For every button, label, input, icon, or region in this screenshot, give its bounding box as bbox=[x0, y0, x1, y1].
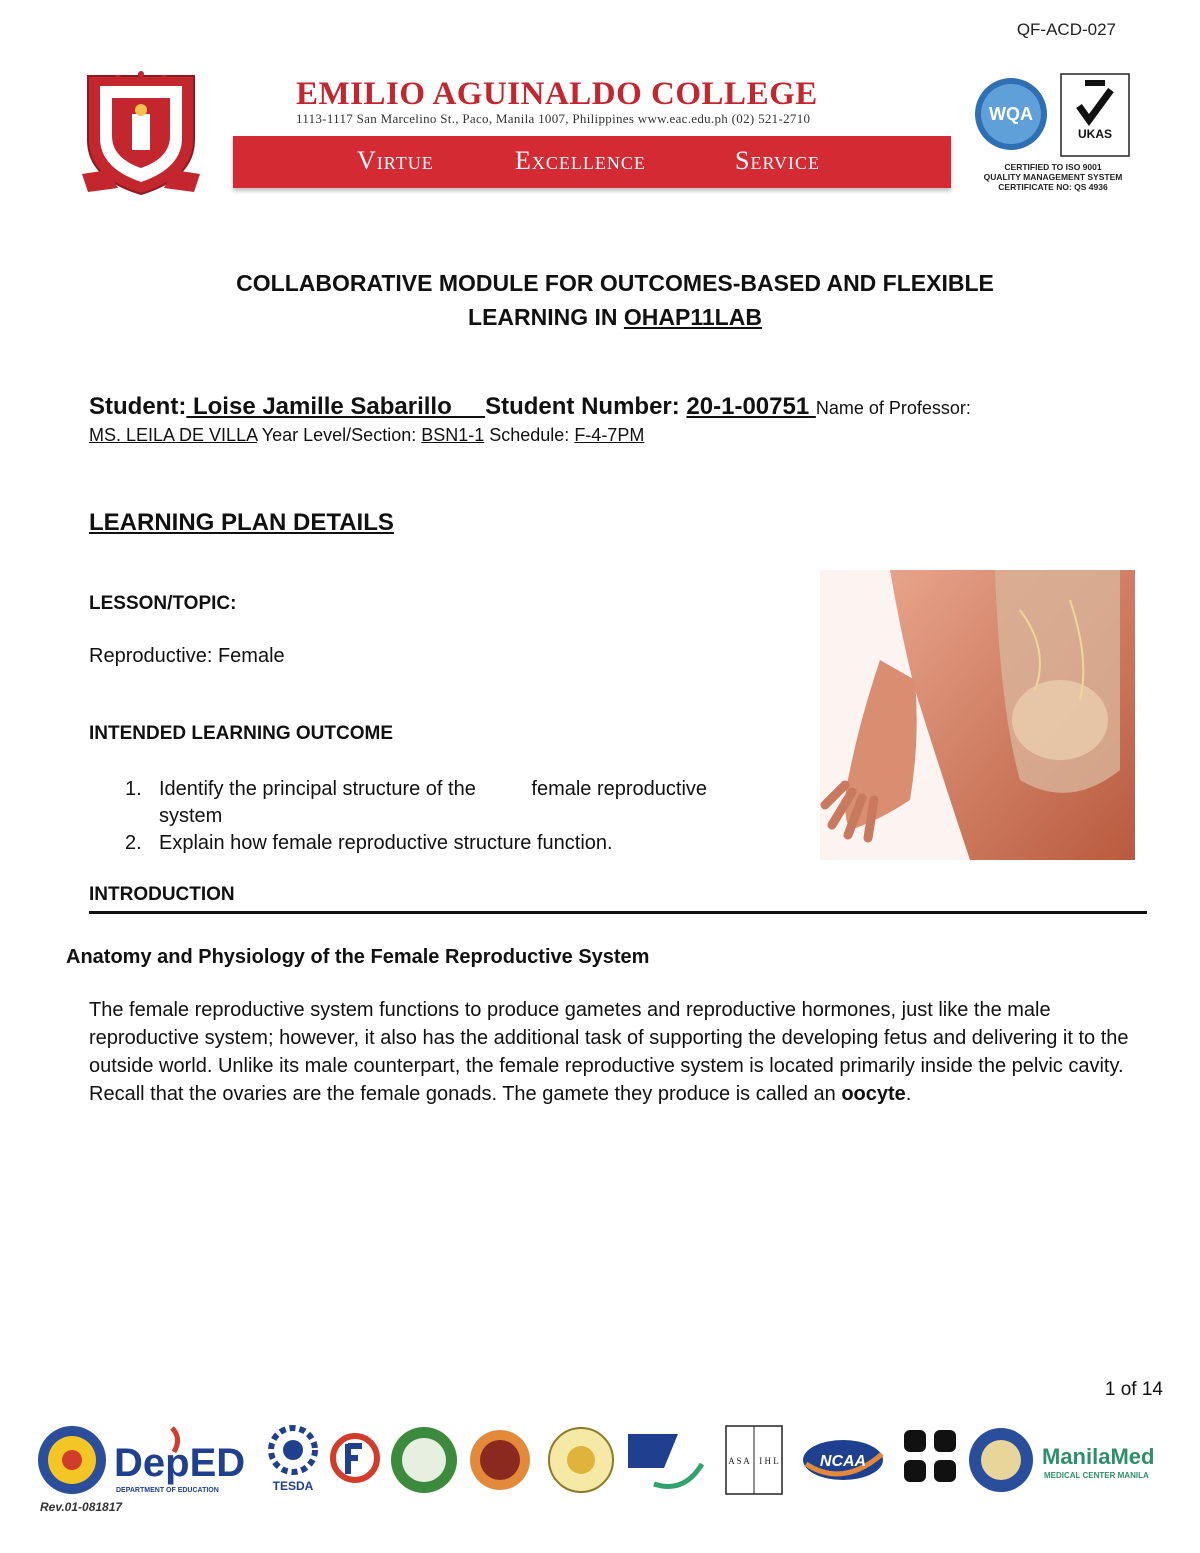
lesson-topic-label: LESSON/TOPIC: bbox=[89, 593, 237, 614]
deped-logo bbox=[112, 1424, 252, 1496]
course-code: OHAP11LAB bbox=[623, 304, 762, 330]
ilo-text: Identify the principal structure of the female reproductive system bbox=[159, 778, 713, 827]
year-section-label: Year Level/Section: bbox=[257, 425, 422, 445]
student-number-label: Student Number: bbox=[485, 393, 687, 420]
ilo-number: 2. bbox=[125, 832, 142, 854]
schedule-label: Schedule: bbox=[484, 425, 575, 445]
body-text: The female reproductive system functions to produce gametes and reproductive hormones, just like the male reproductive system; however, it also has the additional task of supporting the developing fetus and delivering it to the outside world. Unlike its male counterpart, the female reproductive system is located primarily inside the pelvic cavity. Recall that the ovaries are the female gonads. The gamete they produce is called an bbox=[89, 999, 1129, 1105]
introduction-label: INTRODUCTION bbox=[89, 884, 235, 905]
college-name: EMILIO AGUINALDO COLLEGE bbox=[296, 76, 818, 112]
professor-label: Name of Professor: bbox=[815, 398, 971, 418]
college-address: 1113-1117 San Marcelino St., Paco, Manila 1007, Philippines www.eac.edu.ph (02) 521-2710 bbox=[296, 111, 811, 126]
asa-letters: A S A bbox=[728, 1456, 750, 1466]
motto-excellence: Excellence bbox=[515, 146, 646, 175]
ilo-label: INTENDED LEARNING OUTCOME bbox=[89, 723, 393, 744]
female-anatomy-illustration bbox=[820, 570, 1135, 860]
year-section: BSN1-1 bbox=[421, 425, 485, 445]
section-divider bbox=[89, 911, 1147, 914]
ilo-text: Explain how female reproductive structure function. bbox=[159, 832, 613, 854]
schedule: F-4-7PM bbox=[574, 425, 645, 445]
student-info-line2 bbox=[89, 425, 644, 446]
deped-wordmark: DepED bbox=[114, 1441, 246, 1485]
svg-text:UKAS: UKAS bbox=[1077, 127, 1113, 141]
tesda-wordmark: TESDA bbox=[272, 1479, 314, 1493]
lesson-topic-value: Reproductive: Female bbox=[89, 645, 285, 667]
student-info-line1 bbox=[89, 393, 971, 421]
professor-name: MS. LEILA DE VILLA bbox=[89, 425, 258, 445]
manila-med-subtitle: MEDICAL CENTER MANILA bbox=[1044, 1471, 1149, 1480]
deped-subtitle: DEPARTMENT OF EDUCATION bbox=[116, 1487, 219, 1494]
section-title: Anatomy and Physiology of the Female Reproductive System bbox=[66, 946, 650, 968]
partner-seal-blue bbox=[966, 1424, 1036, 1496]
partner-logo-swoosh bbox=[624, 1424, 708, 1496]
ilo-list bbox=[89, 776, 729, 857]
list-item bbox=[89, 830, 729, 857]
manila-med-logo bbox=[1040, 1424, 1168, 1496]
partner-logo-f bbox=[330, 1424, 380, 1496]
module-title-line1: COLLABORATIVE MODULE FOR OUTCOMES-BASED AND FLEXIBLE bbox=[236, 270, 994, 296]
student-name: Loise Jamille Sabarillo bbox=[186, 393, 486, 420]
cert-line-1: CERTIFIED TO ISO 9001 bbox=[1004, 162, 1102, 172]
student-number: 20-1-00751 bbox=[686, 393, 816, 420]
body-end: . bbox=[905, 1083, 912, 1105]
tesda-logo bbox=[266, 1424, 320, 1496]
philippine-seal-logo bbox=[36, 1424, 108, 1496]
certification-logos bbox=[973, 72, 1133, 160]
ihl-letters: I H L bbox=[759, 1456, 779, 1466]
motto-virtue: Virtue bbox=[357, 146, 434, 175]
motto-service: Service bbox=[735, 146, 821, 175]
revision-label: Rev.01-081817 bbox=[40, 1500, 123, 1514]
svg-text:WQA: WQA bbox=[989, 104, 1033, 124]
form-code: QF-ACD-027 bbox=[1016, 20, 1116, 39]
partner-logo-cross bbox=[898, 1424, 962, 1496]
ncaa-logo bbox=[800, 1424, 886, 1496]
certification-text bbox=[968, 162, 1138, 192]
list-item bbox=[89, 776, 729, 830]
page-number: 1 of 14 bbox=[1104, 1379, 1163, 1400]
partner-seal-green bbox=[388, 1424, 460, 1496]
cert-line-2: QUALITY MANAGEMENT SYSTEM bbox=[983, 172, 1123, 182]
partner-seal-orange bbox=[468, 1424, 532, 1496]
motto-band bbox=[233, 136, 951, 188]
asaihl-logo bbox=[724, 1424, 784, 1496]
body-paragraph bbox=[89, 996, 1139, 1108]
learning-plan-heading: LEARNING PLAN DETAILS bbox=[89, 509, 394, 536]
student-label: Student: bbox=[89, 393, 187, 420]
oocyte-term: oocyte bbox=[841, 1083, 906, 1105]
module-title-prefix: LEARNING IN bbox=[468, 304, 624, 330]
ilo-number: 1. bbox=[125, 778, 142, 800]
manila-med-wordmark: ManilaMed bbox=[1042, 1444, 1155, 1469]
module-title bbox=[100, 266, 1130, 334]
cert-line-3: CERTIFICATE NO: QS 4936 bbox=[998, 182, 1108, 192]
college-crest-logo bbox=[78, 70, 204, 200]
ncaa-wordmark: NCAA bbox=[819, 1453, 867, 1470]
partner-seal-yellow bbox=[546, 1424, 616, 1496]
